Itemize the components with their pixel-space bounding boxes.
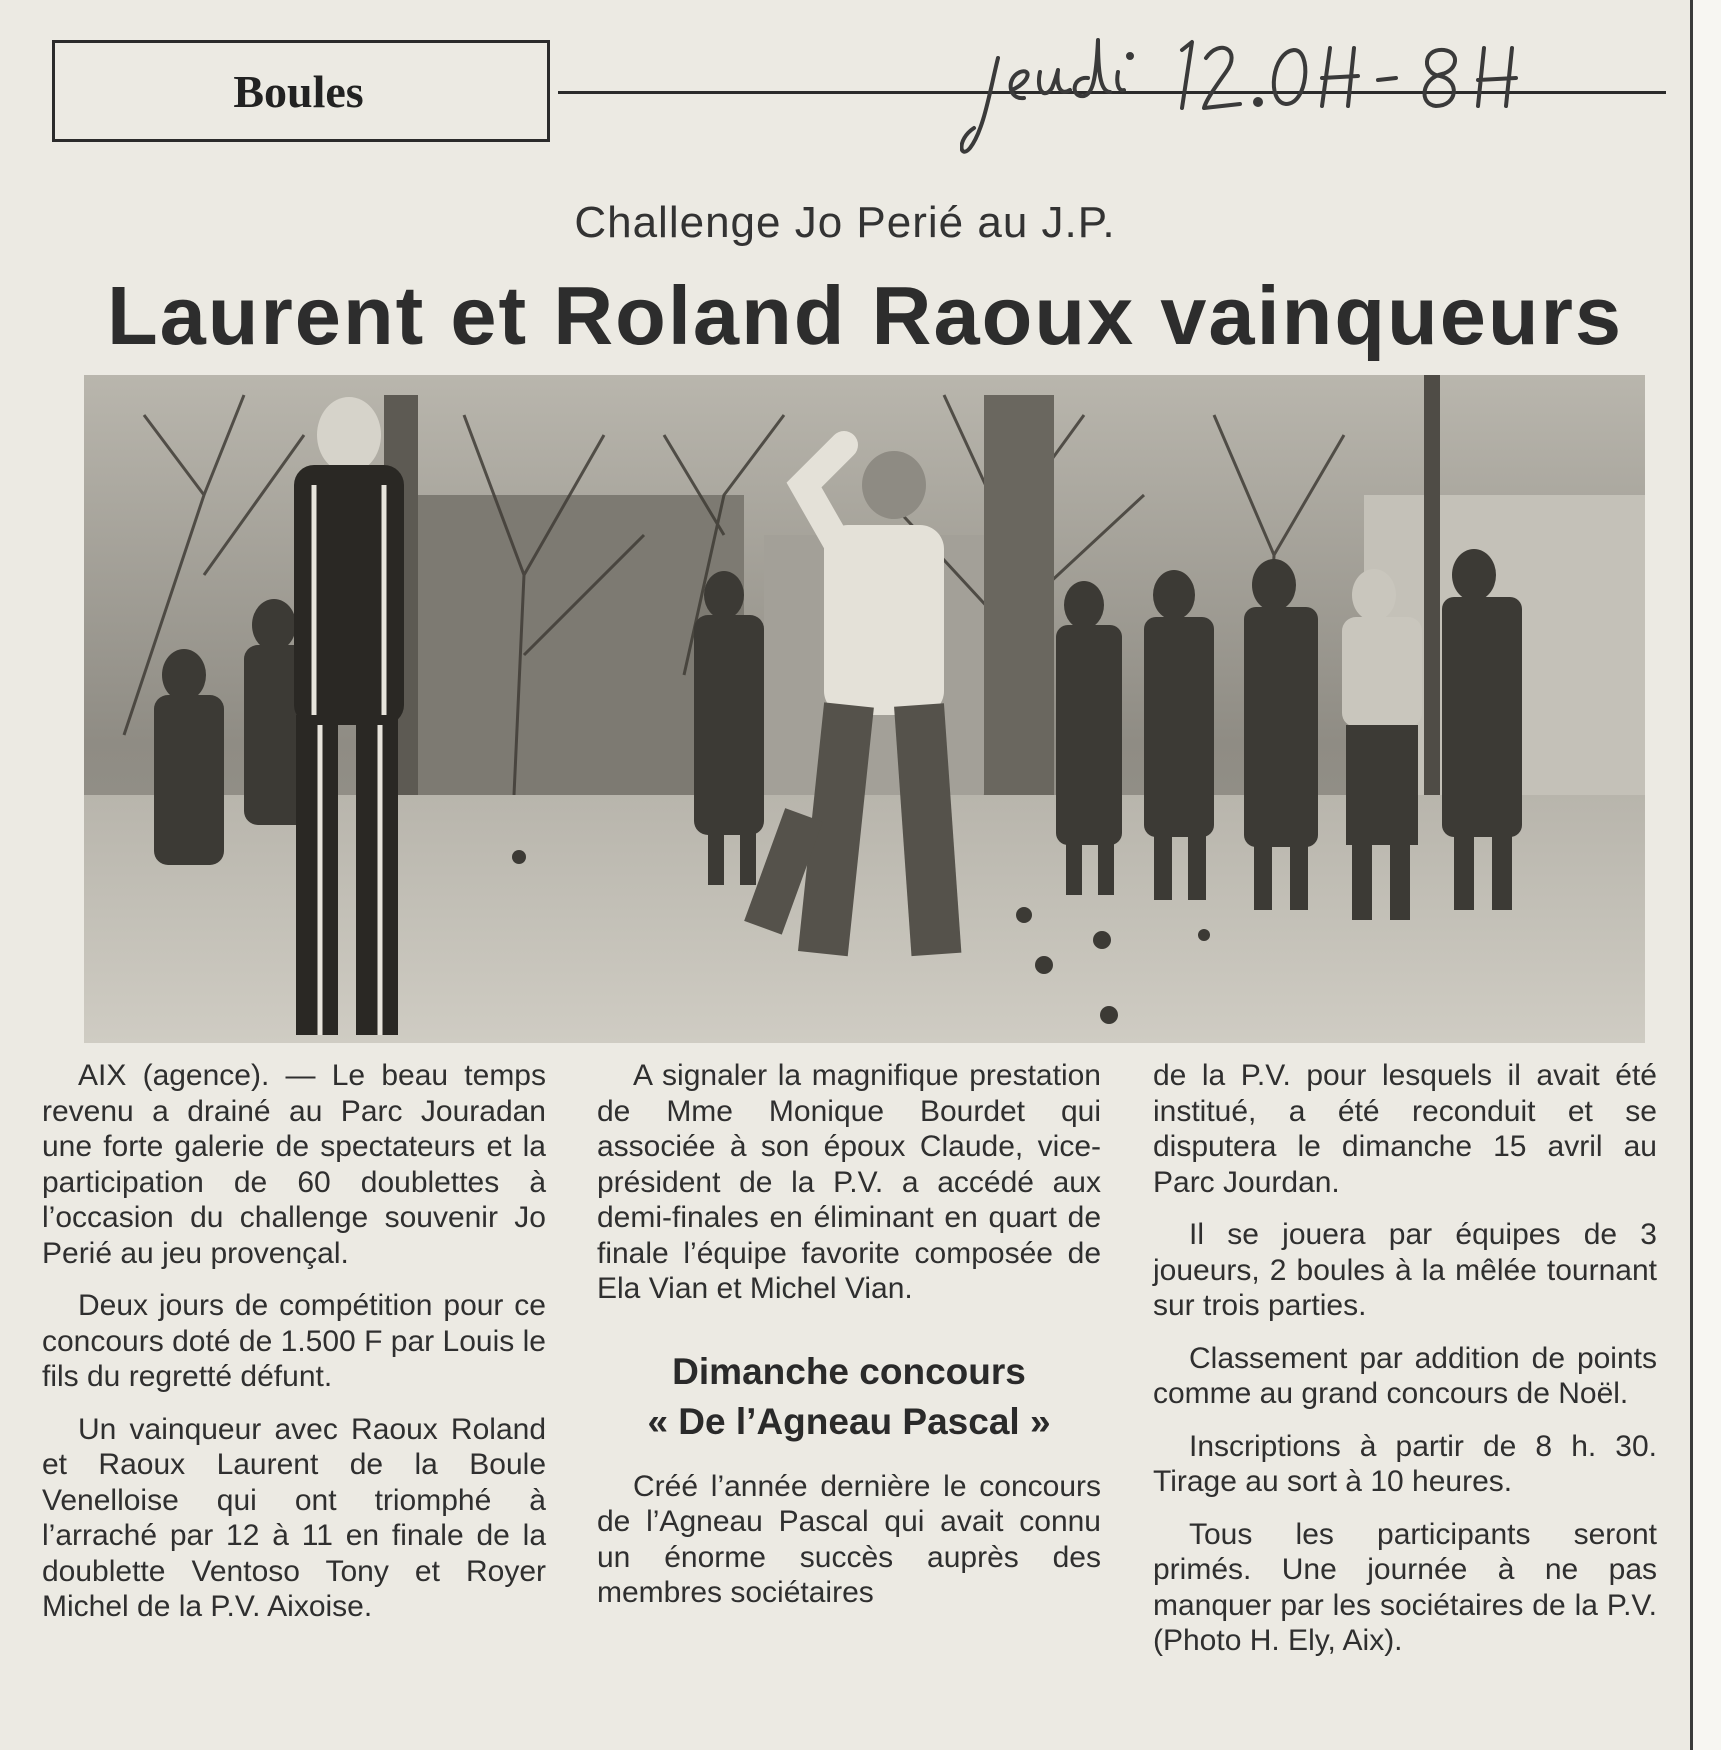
section-label-box [52, 40, 550, 142]
section-label: Boules [233, 65, 364, 117]
paragraph: A signaler la magnifique prestation de Mme Monique Bourdet qui associée à son époux Claude, vice-président de la P.V. a accédé aux demi-finales en éliminant en quart de finale l’équipe favorite composée de Ela Vian et Michel Vian. [597, 1059, 1101, 1305]
paragraph: Créé l’année dernière le concours de l’Agneau Pascal qui avait connu un énorme succès auprès des membres sociétaires [597, 1469, 1101, 1609]
handwritten-date-annotation [960, 20, 1580, 170]
clipping-edge [1690, 0, 1721, 1750]
subheading-line-2: « De l’Agneau Pascal » [647, 1400, 1051, 1442]
headline: Laurent et Roland Raoux vainqueurs [106, 269, 1624, 362]
paragraph: Il se jouera par équipes de 3 joueurs, 2 boules à la mêlée tournant sur trois parties. [1153, 1218, 1657, 1322]
kicker-title: Challenge Jo Perié au J.P. [574, 198, 1116, 247]
subheading [597, 1347, 1101, 1447]
subheading-line-1: Dimanche concours [672, 1350, 1026, 1392]
paragraph: Un vainqueur avec Raoux Roland et Raoux Laurent de la Boule Venelloise qui ont triomphé à l’arraché par 12 à 11 en finale de la doublette Ventoso Tony et Royer Michel de la P.V. Aixoise. [42, 1412, 546, 1623]
paragraph: Classement par addition de points comme au grand concours de Noël. [1153, 1341, 1657, 1410]
paragraph: AIX (agence). — Le beau temps revenu a drainé au Parc Jouradan une forte galerie de spectateurs et la participation de 60 doublettes à l’occasion du challenge souvenir Jo Perié au jeu provençal. [42, 1059, 546, 1270]
column-3 [1153, 1058, 1657, 1676]
paragraph: Tous les participants seront primés. Une journée à ne pas manquer par les sociétaires de la P.V. (Photo H. Ely, Aix). [1153, 1517, 1657, 1657]
paragraph: Inscriptions à partir de 8 h. 30. Tirage au sort à 10 heures. [1153, 1429, 1657, 1498]
paragraph: de la P.V. pour lesquels il avait été institué, a été reconduit et se disputera le dimanche 15 avril au Parc Jourdan. [1153, 1059, 1657, 1199]
paragraph: Deux jours de compétition pour ce concours doté de 1.500 F par Louis le fils du regretté défunt. [42, 1289, 546, 1393]
news-photo [84, 375, 1645, 1043]
column-1 [42, 1058, 546, 1642]
column-2 [597, 1058, 1101, 1628]
